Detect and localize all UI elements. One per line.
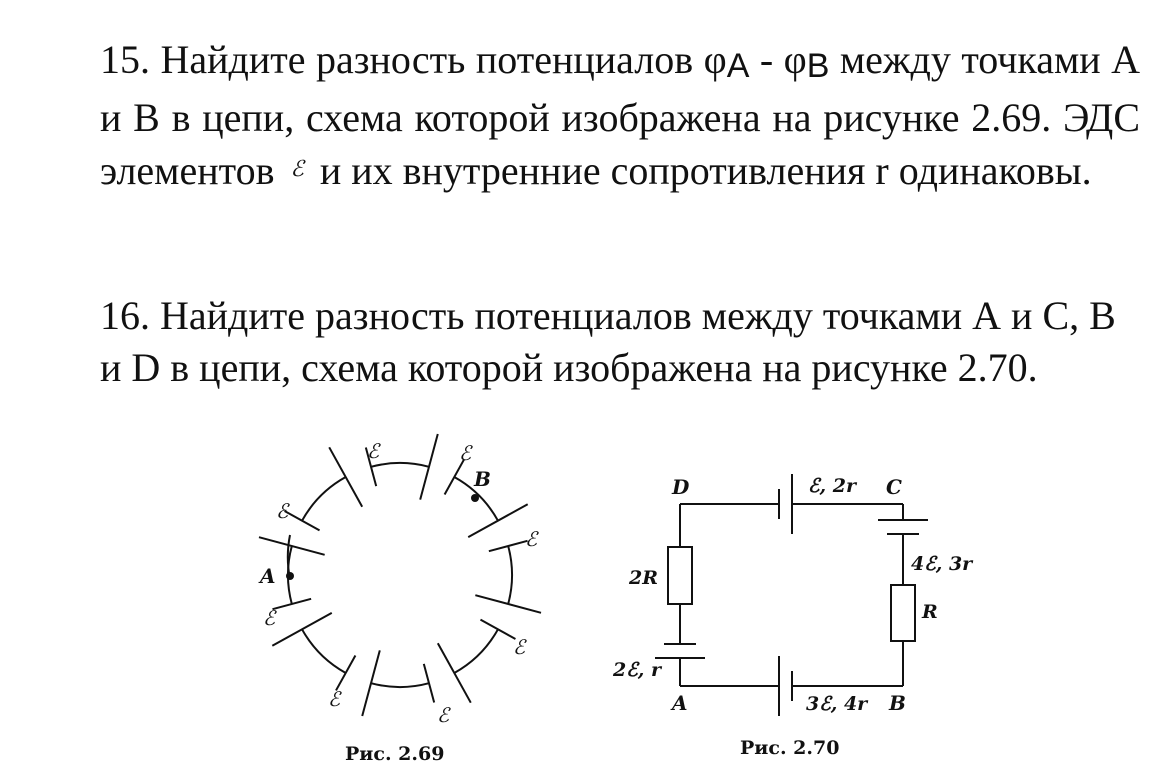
ring-wire-arc [371,683,429,687]
node-c-label: C [886,475,902,499]
ring-cell-short-plate [336,655,355,690]
emf-label-3: ℰ [525,527,538,551]
node-d-label: D [672,475,690,499]
problem-16-number: 16. [100,293,150,338]
point-a-dot [286,572,294,580]
problem-15-text-c: и их внутренние сопротивления r одинаковы. [319,148,1092,193]
ring-wire-arc [508,546,512,604]
ring-wire-arc [454,629,498,673]
problem-15-text-b: между точками А и В в цепи, схема которой изображена на рисунке 2.69. ЭДС элементов [100,37,1141,193]
left-source-label: 2ℰ, r [613,659,661,681]
point-a-label: A [260,564,276,588]
problem-15-number: 15. [100,37,150,82]
ring-circuit [259,434,541,716]
left-resistor [668,547,692,604]
phi-b-subscript: B [806,47,830,85]
problem-15-text-a: Найдите разность потенциалов φ [160,37,727,82]
figure-2-70 [655,474,928,716]
emf-label-4: ℰ [513,635,526,659]
ring-wire-arc [302,477,346,521]
ring-cell-long-plate [362,650,380,716]
right-source-label: 4ℰ, 3r [911,553,973,575]
left-resistor-label: 2R [629,567,659,589]
ring-cell-long-plate [272,613,331,646]
problem-15-minus: - φ [749,37,807,82]
ring-cell-long-plate [329,447,362,506]
top-source-label: ℰ, 2r [808,475,856,497]
phi-a-subscript: A [726,47,750,85]
ring-cell-long-plate [420,434,438,500]
ring-wire-arc [371,463,429,467]
ring-cell-short-plate [285,511,320,530]
problem-16-body: Найдите разность потенциалов между точками А и С, В и D в цепи, схема которой изображена на рисунке 2.70. [100,293,1116,390]
node-b-label: B [889,691,906,715]
emf-label-1: ℰ [367,439,380,463]
ring-cell-short-plate [480,620,515,639]
point-b-label: B [474,467,491,491]
emf-label-2: ℰ [459,441,472,465]
node-a-label: A [672,691,688,715]
ring-cell-long-plate [259,537,325,555]
right-resistor [891,585,915,641]
ring-wire-arc [302,629,346,673]
emf-label-7: ℰ [263,606,276,630]
right-resistor-label: R [922,601,938,623]
emf-label-5: ℰ [437,703,450,727]
emf-label-8: ℰ [276,499,289,523]
point-b-dot [471,494,479,502]
figure-2-70-caption: Рис. 2.70 [740,737,840,759]
emf-inline-symbol: ℰ [290,157,304,182]
ring-cell-long-plate [475,595,541,613]
emf-label-6: ℰ [328,687,341,711]
bottom-source-label: 3ℰ, 4r [806,693,868,715]
ring-cell-long-plate [438,643,471,702]
ring-cell-long-plate [468,504,527,537]
figure-2-69-caption: Рис. 2.69 [345,743,445,765]
